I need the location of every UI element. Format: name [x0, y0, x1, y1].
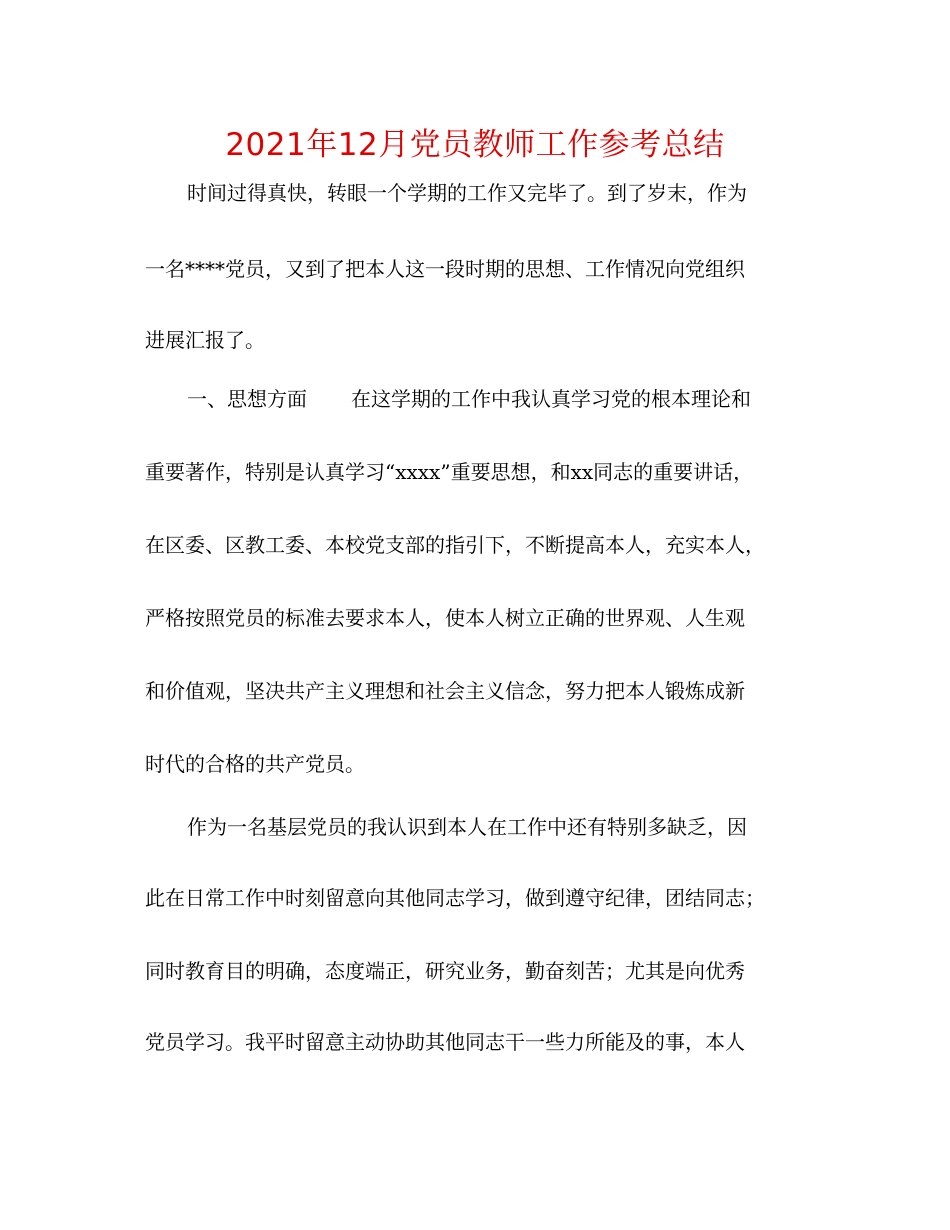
- paragraph-line: 时间过得真快，转眼一个学期的工作又完毕了。到了岁末，作为: [187, 181, 747, 205]
- paragraph-line: 同时教育目的明确，态度端正，研究业务，勤奋刻苦；尤其是向优秀: [145, 959, 745, 983]
- paragraph-line: 时代的合格的共产党员。: [145, 752, 365, 776]
- paragraph-line: 进展汇报了。: [145, 328, 265, 352]
- paragraph-line: 严格按照党员的标准去要求本人，使本人树立正确的世界观、人生观: [145, 606, 745, 630]
- paragraph-line: 在区委、区教工委、本校党支部的指引下，不断提高本人，充实本人，: [145, 533, 765, 557]
- paragraph-line: 此在日常工作中时刻留意向其他同志学习，做到遵守纪律，团结同志；: [145, 886, 765, 910]
- paragraph-line: 作为一名基层党员的我认识到本人在工作中还有特别多缺乏，因: [187, 815, 747, 839]
- section-heading-line: [187, 384, 867, 414]
- paragraph-line: 党员学习。我平时留意主动协助其他同志干一些力所能及的事，本人: [145, 1030, 745, 1054]
- section-text: 在这学期的工作中我认真学习党的根本理论和: [351, 387, 751, 411]
- paragraph-line: 和价值观，坚决共产主义理想和社会主义信念，努力把本人锻炼成新: [145, 679, 745, 703]
- section-heading: 一、思想方面: [187, 387, 307, 411]
- paragraph-line: 一名****党员，又到了把本人这一段时期的思想、工作情况向党组织: [145, 257, 745, 281]
- document-title: 2021年12月党员教师工作参考总结: [225, 127, 725, 163]
- paragraph-line: 重要著作，特别是认真学习“xxxx”重要思想，和xx同志的重要讲话，: [145, 460, 754, 484]
